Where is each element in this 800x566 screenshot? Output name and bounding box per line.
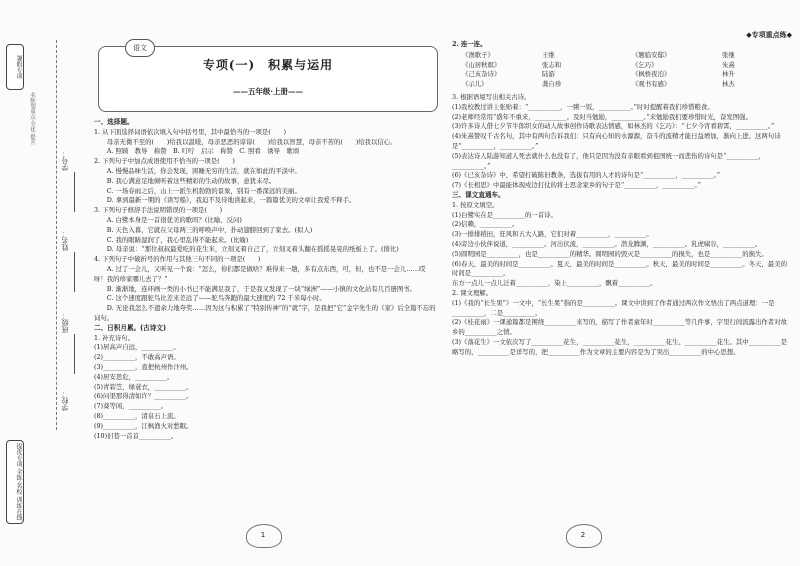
question-line: (4)居安思危，__________。 <box>94 372 174 381</box>
field-line <box>74 172 75 212</box>
matching-item: 张志和 <box>542 60 562 69</box>
question-line: (9)__________，江枫渔火对愁眠。 <box>94 421 193 430</box>
question-line: (3)许多诗人借七夕节牛郎织女的动人故事创作诗歌表达情感，如林杰的《乞巧》：“七夕今宵看碧霄，__________。” <box>452 122 775 131</box>
matching-item: 林升 <box>722 70 735 79</box>
question-line: (2)老师经常用“盛年不重来，__________。及时当勉励，__________。”来勉励我们要珍惜时光，奋发图强。 <box>452 112 752 121</box>
question-line: (5)青箬笠，绿蓑衣，__________。 <box>94 382 193 391</box>
question-line: C. 这个速度跟驼鸟比差来差远了——驼鸟奔跑的最大速度约 72 千米每小时。 <box>94 294 326 303</box>
right-question-list <box>452 93 792 358</box>
question-line: (7)《长相思》中最能体现戍边打仗的将士思念家乡的句子是“__________，__________。” <box>452 181 701 190</box>
question-line: (3)__________，直把杭州作汴州。 <box>94 362 193 371</box>
page-title: 专项(一) 积累与运用 <box>202 58 334 72</box>
matching-col-poems <box>462 51 542 90</box>
question-line: 1. 补充诗句。 <box>94 333 135 342</box>
section-heading: 一、选择题。 <box>94 118 134 126</box>
matching-table <box>462 51 792 90</box>
question-line: 1. 按原文填空。 <box>452 200 499 209</box>
left-question-list <box>94 128 438 442</box>
matching-item: 《观书有感》 <box>632 80 671 89</box>
matching-item: 朱熹 <box>722 60 735 69</box>
section-heading: 三、课文直通车。 <box>452 190 505 199</box>
question-line: (6)春天，最美的时间是__________。夏天，最美的时间是__________。秋天，最美的时间是__________。冬天，最美的时间是__________。 <box>452 259 787 278</box>
question-line: B. 渐渐地，连环画一类的小书已不能满足我了，于是我又发现了一块“绿洲”——小镇的文化站有几百册图书。 <box>94 284 417 293</box>
question-line: (3)《落花生》一文依次写了__________花生，__________花生，__________花生、__________花生。其中__________是略写的，__________是详写的，把__________作为文章的主要内容是为了突出__________的中心思想。 <box>452 337 787 356</box>
question-line: A. 过了一会儿，又听见一个说：“怎么，你们都是做啥？难得来一趟，多有点东西，可，但，也不是一会儿……哎呀！我的珍家哪儿去了？” <box>94 264 426 283</box>
question-line: C. 一场春雨之后，山上一派生机勃勃的景象，别有一番深远的美丽。 <box>94 186 301 195</box>
field-class: 班级： <box>61 312 69 333</box>
matching-item: 《枫桥夜泊》 <box>632 70 671 79</box>
header-tag: ◆专项重点练◆ <box>746 31 792 39</box>
matching-item: 《示儿》 <box>462 80 488 89</box>
matching-item: 陆游 <box>542 70 555 79</box>
section-heading: 二、日积月累。(古诗文) <box>94 323 166 332</box>
question-line: (6)《已亥杂诗》中，希望打破陈旧教条，选拔有用的人才的诗句是“__________，__________。” <box>452 171 721 180</box>
field-school: 学校： <box>61 390 69 411</box>
question-line: 3. 下列句子修辞手法说明错误的一项是( ) <box>94 206 223 215</box>
question-line: (2)__________，不敢高声语。 <box>94 353 180 362</box>
question-line: C. 我的眼睛湿润了，我心里乱得不能起来。(比喻) <box>94 235 249 244</box>
matching-item: 张继 <box>722 50 735 59</box>
grade-label: ——五年级·上册—— <box>232 87 304 96</box>
question-line: D. 拿到最新一期的《读写船》，我迫不及待地读起来，一篇篇优美的文章让我爱不释手。 <box>94 196 356 205</box>
matching-item: 林杰 <box>722 80 735 89</box>
matching-item: 《乞巧》 <box>632 60 658 69</box>
binding-margin <box>0 0 92 566</box>
matching-item: 《渔歌子》 <box>462 50 494 59</box>
question-line: 3. 根据语境写出相关古诗。 <box>452 92 531 101</box>
right-page <box>452 40 792 358</box>
page-number-left: 1 <box>260 531 266 539</box>
question-line: 东方一点儿一点儿泛着__________，染上__________，飘着__________。 <box>452 279 657 288</box>
matching-item: 《山居秋暝》 <box>462 60 501 69</box>
question-line: B. 天色入暮，它就在父母两三的呼唤声中，扑动翅膀回到了家去。(拟人) <box>94 225 313 234</box>
question-line: (7)葵等闲，__________。 <box>94 402 167 411</box>
matching-col-authors2 <box>722 51 782 90</box>
question-line: (8)__________，清泉石上流。 <box>94 411 180 420</box>
subject-tag: 语文 <box>125 39 155 57</box>
title-box <box>98 46 438 112</box>
question-line: (10)旧巷一首首__________。 <box>94 431 178 440</box>
question-line: 母亲无微不至的( )给我以温暖，母亲恶恶的谆谆( )给我以智慧，母亲不苦的( )给我以信心。 <box>94 137 397 146</box>
question-line: 1. 从下面选择词语依次填入句中括号里，其中最恰当的一项是( ) <box>94 127 287 136</box>
question-line: (2)《桂花雨》一课通篇都是围绕__________来写的，描写了作者童年时__________等几件事，字里行间流露出作者对故乡的__________之情。 <box>452 318 787 337</box>
question-line: (1)白鹭实在是__________的一首诗。 <box>452 210 557 219</box>
question-line: (6)问渠那得清如许？__________。 <box>94 392 193 401</box>
question-line: (4)旁边小伙伴说道，__________。河出伏流，__________。潜龙腾渊，__________。乳虎啸谷，__________。 <box>452 239 762 248</box>
question-line: (5)表达诗人陆游知道人死去就什么也没有了，他只是因为没有亲眼看到祖国统一而悲伤的诗句是“__________，__________。” <box>452 151 765 170</box>
side-badge-bottom: 提优专项 全练·名校 训练在线 <box>6 440 24 524</box>
matching-item: 王维 <box>542 50 555 59</box>
question-line: (3)一排排稻田，狂风和五大人路，它们对着__________，__________。 <box>452 230 653 239</box>
question-line: A. 白鹭本身是一首很优美的歌吗？(比喻、反问) <box>94 215 242 224</box>
question-line: (2)信赖，__________。 <box>452 220 519 229</box>
matching-col-poems2 <box>632 51 722 90</box>
matching-col-authors <box>542 51 632 90</box>
page-number-right: 2 <box>580 531 586 539</box>
field-name: 姓名： <box>61 230 69 251</box>
field-line <box>74 252 75 292</box>
question-line: D. 母亲说：“那位叔叔最爱吃的花生米，立刻叉着自己了，立刻叉着头翻在摇摇晃晃的纸板上了。(排比) <box>94 245 399 254</box>
field-student-no: 学号： <box>61 150 69 171</box>
side-badge-top: 暑假专项 <box>6 44 24 90</box>
question-heading: 2. 连一连。 <box>452 40 487 48</box>
matching-item: 《己亥杂诗》 <box>462 70 501 79</box>
matching-item: 《题临安邸》 <box>632 50 671 59</box>
left-page <box>94 40 438 441</box>
matching-item: 龚自珍 <box>542 80 562 89</box>
question-line: D. 无论我怎么不遗余力地夸奖……因为这与积累了“特别传神”的“就”字，是我把“它”金字先生的《家》后全篇不忘的词句。 <box>94 304 436 322</box>
question-line: (1)我校教过讲上张贴着：“__________，一粥一饭，__________。”时时提醒着我们珍惜粮食。 <box>452 102 714 111</box>
field-line <box>74 334 75 374</box>
question-line: (4)朱熹赞叹千古名句，其中有两句告诉我们：只有向心知的水源源，奋斗的流精才能日益增加，渐向上进。这两句诗是“__________，__________。” <box>452 132 781 150</box>
side-vertical-note: 名师划重点·全优·提升 <box>29 92 35 145</box>
question-line: (1)居高声自远，__________。 <box>94 343 180 352</box>
question-line: A. 照顾 教导 称赞 B. 叮咛 启示 称赞 C. 照看 诱导 歌颂 <box>94 147 300 156</box>
question-line: (5)圆明园是__________，也是__________的精华。圆明园的毁灭是__________的损失，也是__________的损失。 <box>452 249 768 258</box>
question-line: 2. 下列句子中加点成语使用不恰当的一项是( ) <box>94 157 235 166</box>
question-line: B. 我心满意足地倾听着这些精彩的生动的故事，意犹未尽。 <box>94 176 276 185</box>
question-line: A. 慢慢品味生活，你会发现，困睡无穷的生活，就在如此的平淡中。 <box>94 166 301 175</box>
question-line: 4. 下列句子中破折号的作用与其他三句不同的一项是( ) <box>94 255 261 264</box>
question-line: (1)《我的“长生果”》一文中，“长生果”指的是__________。课文中讲到了作者通过两次作文悟出了两点道理：一是__________，二是__________。 <box>452 298 775 317</box>
question-line: 2. 课文理解。 <box>452 288 493 297</box>
